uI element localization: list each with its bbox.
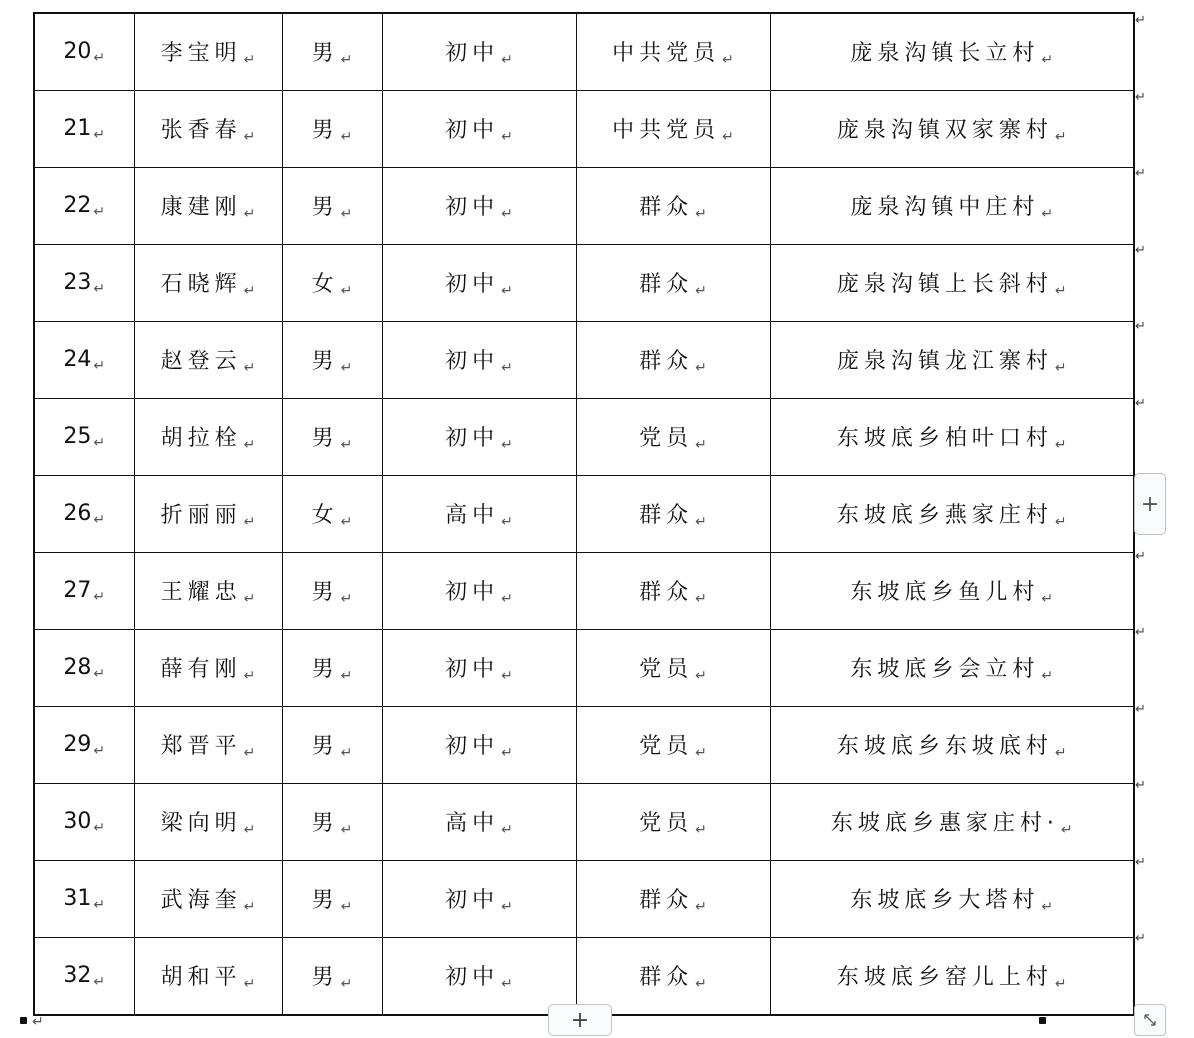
paragraph-mark: ↵ xyxy=(340,129,353,145)
cell-name[interactable] xyxy=(134,399,282,476)
cell-address[interactable] xyxy=(770,168,1134,245)
cell-text: 庞泉沟镇双家寨村 xyxy=(836,118,1053,143)
cell-no[interactable] xyxy=(34,938,134,1016)
cell-name[interactable] xyxy=(134,168,282,245)
cell-no[interactable] xyxy=(34,784,134,861)
cell-address[interactable] xyxy=(770,553,1134,630)
paragraph-mark: ↵ xyxy=(1041,206,1054,222)
paragraph-mark: ↵ xyxy=(501,822,513,838)
cell-text: 群众 xyxy=(639,503,694,528)
cell-text: 初中 xyxy=(445,41,500,66)
table-row xyxy=(34,707,1134,784)
paragraph-mark: ↵ xyxy=(501,52,513,68)
table-row xyxy=(34,13,1134,91)
cell-education[interactable] xyxy=(382,13,576,91)
cell-politics[interactable] xyxy=(576,630,770,707)
cell-text: 中共党员 xyxy=(612,118,721,143)
cell-education[interactable] xyxy=(382,245,576,322)
paragraph-mark: ↵ xyxy=(93,588,106,605)
paragraph-mark: ↵ xyxy=(1060,822,1073,838)
paragraph-mark: ↵ xyxy=(501,514,513,530)
cell-text: 郑晋平 xyxy=(160,734,242,759)
paragraph-mark: ↵ xyxy=(695,899,707,915)
cell-education[interactable] xyxy=(382,476,576,553)
cell-text: 21 xyxy=(63,115,92,141)
cell-no[interactable] xyxy=(34,168,134,245)
cell-address[interactable] xyxy=(770,630,1134,707)
paragraph-mark: ↵ xyxy=(1054,283,1067,299)
add-column-button[interactable]: + xyxy=(1134,473,1166,535)
paragraph-mark: ↵ xyxy=(93,126,106,143)
paragraph-mark: ↵ xyxy=(340,822,353,838)
paragraph-mark: ↵ xyxy=(340,591,353,607)
row-end-mark: ↵ xyxy=(1135,89,1146,105)
cell-text: 东坡底乡柏叶口村 xyxy=(836,426,1053,451)
table-resize-handle[interactable] xyxy=(1134,1004,1166,1036)
cell-text: 东坡底乡东坡底村 xyxy=(836,734,1053,759)
table-row xyxy=(34,630,1134,707)
row-end-mark: ↵ xyxy=(1135,242,1146,258)
cell-text: 群众 xyxy=(639,349,694,374)
paragraph-mark: ↵ xyxy=(243,129,256,145)
cell-gender[interactable] xyxy=(282,399,382,476)
row-end-mark: ↵ xyxy=(1135,701,1146,717)
cell-no[interactable] xyxy=(34,476,134,553)
cell-text: 22 xyxy=(63,192,92,218)
cell-text: 李宝明 xyxy=(160,41,242,66)
cell-text: 高中 xyxy=(445,503,500,528)
cell-text: 群众 xyxy=(639,195,694,220)
cell-education[interactable] xyxy=(382,322,576,399)
cell-no[interactable] xyxy=(34,861,134,938)
paragraph-mark: ↵ xyxy=(1041,591,1054,607)
paragraph-mark: ↵ xyxy=(340,514,353,530)
cell-text: 初中 xyxy=(445,426,500,451)
paragraph-mark: ↵ xyxy=(243,514,256,530)
cell-gender[interactable] xyxy=(282,168,382,245)
cell-education[interactable] xyxy=(382,784,576,861)
paragraph-mark: ↵ xyxy=(1041,52,1054,68)
cell-address[interactable] xyxy=(770,861,1134,938)
cell-text: 32 xyxy=(63,962,92,988)
cell-no[interactable] xyxy=(34,630,134,707)
paragraph-mark: ↵ xyxy=(93,49,106,66)
cell-text: 初中 xyxy=(445,272,500,297)
cell-gender[interactable] xyxy=(282,630,382,707)
cell-text: 女 xyxy=(311,272,339,297)
cell-text: 折丽丽 xyxy=(160,503,242,528)
paragraph-mark: ↵ xyxy=(340,52,353,68)
paragraph-mark: ↵ xyxy=(243,206,256,222)
paragraph-mark: ↵ xyxy=(501,283,513,299)
table-row xyxy=(34,168,1134,245)
table-row xyxy=(34,399,1134,476)
row-end-mark: ↵ xyxy=(1135,548,1146,564)
cell-name[interactable] xyxy=(134,13,282,91)
table-row xyxy=(34,91,1134,168)
cell-text: 党员 xyxy=(639,734,694,759)
cell-address[interactable] xyxy=(770,91,1134,168)
cell-address[interactable] xyxy=(770,322,1134,399)
cell-name[interactable] xyxy=(134,91,282,168)
cell-text: 男 xyxy=(311,426,339,451)
cell-text: 30 xyxy=(63,808,92,834)
cell-no[interactable] xyxy=(34,91,134,168)
cell-gender[interactable] xyxy=(282,13,382,91)
cell-name[interactable] xyxy=(134,476,282,553)
cell-text: 石晓辉 xyxy=(160,272,242,297)
paragraph-mark: ↵ xyxy=(243,437,256,453)
cell-address[interactable] xyxy=(770,399,1134,476)
table-row xyxy=(34,784,1134,861)
paragraph-mark: ↵ xyxy=(340,206,353,222)
cell-text: 男 xyxy=(311,657,339,682)
paragraph-mark: ↵ xyxy=(501,437,513,453)
cell-text: 党员 xyxy=(639,811,694,836)
cell-text: 东坡底乡惠家庄村· xyxy=(830,811,1059,836)
cell-text: 胡和平 xyxy=(160,965,242,990)
member-table xyxy=(33,12,1135,1016)
row-end-mark: ↵ xyxy=(1135,778,1146,793)
cell-text: 初中 xyxy=(445,888,500,913)
cell-text: 男 xyxy=(311,195,339,220)
cell-text: 群众 xyxy=(639,580,694,605)
cell-text: 男 xyxy=(311,811,339,836)
paragraph-mark: ↵ xyxy=(243,668,256,684)
cell-address[interactable] xyxy=(770,13,1134,91)
row-end-mark: ↵ xyxy=(1135,13,1146,28)
table-row xyxy=(34,322,1134,399)
cell-name[interactable] xyxy=(134,322,282,399)
cell-gender[interactable] xyxy=(282,707,382,784)
cell-politics[interactable] xyxy=(576,784,770,861)
cell-no[interactable] xyxy=(34,322,134,399)
cell-text: 男 xyxy=(311,118,339,143)
cell-text: 党员 xyxy=(639,426,694,451)
paragraph-mark: ↵ xyxy=(501,668,513,684)
cell-text: 东坡底乡会立村 xyxy=(850,657,1040,682)
paragraph-mark: ↵ xyxy=(1054,437,1067,453)
cell-address[interactable] xyxy=(770,245,1134,322)
cell-name[interactable] xyxy=(134,245,282,322)
cell-text: 张香春 xyxy=(160,118,242,143)
paragraph-mark: ↵ xyxy=(93,357,106,374)
paragraph-mark: ↵ xyxy=(695,206,707,222)
cell-gender[interactable] xyxy=(282,245,382,322)
cell-no[interactable] xyxy=(34,245,134,322)
paragraph-mark: ↵ xyxy=(1054,976,1067,992)
cell-text: 31 xyxy=(63,885,92,911)
cell-politics[interactable] xyxy=(576,707,770,784)
cell-address[interactable] xyxy=(770,476,1134,553)
cell-text: 初中 xyxy=(445,195,500,220)
row-end-mark: ↵ xyxy=(1135,166,1146,181)
cell-text: 中共党员 xyxy=(612,41,721,66)
cell-text: 武海奎 xyxy=(160,888,242,913)
cell-text: 高中 xyxy=(445,811,500,836)
paragraph-mark: ↵ xyxy=(93,896,106,913)
paragraph-mark: ↵ xyxy=(695,437,707,453)
paragraph-mark: ↵ xyxy=(695,976,707,992)
cell-address[interactable] xyxy=(770,707,1134,784)
cell-politics[interactable] xyxy=(576,91,770,168)
cell-text: 东坡底乡大塔村 xyxy=(850,888,1040,913)
table-row xyxy=(34,245,1134,322)
cell-text: 东坡底乡窑儿上村 xyxy=(836,965,1053,990)
table-anchor-marker xyxy=(20,1017,27,1024)
cell-education[interactable] xyxy=(382,630,576,707)
paragraph-mark: ↵ xyxy=(695,283,707,299)
cell-text: 初中 xyxy=(445,734,500,759)
paragraph-mark: ↵ xyxy=(340,899,353,915)
cell-text: 男 xyxy=(311,734,339,759)
cell-politics[interactable] xyxy=(576,13,770,91)
cell-text: 23 xyxy=(63,269,92,295)
table-end-marker xyxy=(1039,1017,1046,1024)
paragraph-mark: ↵ xyxy=(243,283,256,299)
row-end-mark: ↵ xyxy=(1135,625,1146,640)
paragraph-mark: ↵ xyxy=(695,745,707,761)
cell-text: 男 xyxy=(311,888,339,913)
cell-no[interactable] xyxy=(34,707,134,784)
cell-name[interactable] xyxy=(134,784,282,861)
paragraph-mark: ↵ xyxy=(501,591,513,607)
cell-gender[interactable] xyxy=(282,938,382,1016)
cell-text: 28 xyxy=(63,654,92,680)
cell-name[interactable] xyxy=(134,707,282,784)
paragraph-mark: ↵ xyxy=(340,668,353,684)
cell-text: 党员 xyxy=(639,657,694,682)
paragraph-mark: ↵ xyxy=(340,745,353,761)
paragraph-mark: ↵ xyxy=(243,360,256,376)
cell-education[interactable] xyxy=(382,168,576,245)
cell-name[interactable] xyxy=(134,938,282,1016)
paragraph-mark: ↵ xyxy=(1054,129,1067,145)
paragraph-mark: ↵ xyxy=(93,742,106,759)
paragraph-mark: ↵ xyxy=(93,280,106,297)
paragraph-mark: ↵ xyxy=(243,822,256,838)
cell-name[interactable] xyxy=(134,630,282,707)
paragraph-mark: ↵ xyxy=(695,514,707,530)
paragraph-mark: ↵ xyxy=(695,591,707,607)
cell-politics[interactable] xyxy=(576,245,770,322)
paragraph-mark: ↵ xyxy=(340,976,353,992)
cell-text: 康建刚 xyxy=(160,195,242,220)
paragraph-mark: ↵ xyxy=(93,819,106,836)
cell-gender[interactable] xyxy=(282,861,382,938)
cell-text: 男 xyxy=(311,580,339,605)
paragraph-mark: ↵ xyxy=(1054,514,1067,530)
paragraph-mark: ↵ xyxy=(340,283,353,299)
cell-text: 男 xyxy=(311,965,339,990)
cell-text: 女 xyxy=(311,503,339,528)
cell-text: 群众 xyxy=(639,965,694,990)
paragraph-mark: ↵ xyxy=(695,822,707,838)
cell-text: 27 xyxy=(63,577,92,603)
paragraph-mark: ↵ xyxy=(695,668,707,684)
cell-address[interactable] xyxy=(770,784,1134,861)
add-row-button[interactable]: + xyxy=(548,1004,612,1036)
paragraph-mark: ↵ xyxy=(501,976,513,992)
paragraph-mark: ↵ xyxy=(1054,745,1067,761)
cell-gender[interactable] xyxy=(282,91,382,168)
table-row xyxy=(34,861,1134,938)
paragraph-mark: ↵ xyxy=(1054,360,1067,376)
paragraph-mark: ↵ xyxy=(93,203,106,220)
cell-text: 男 xyxy=(311,41,339,66)
cell-text: 薛有刚 xyxy=(160,657,242,682)
cell-text: 梁向明 xyxy=(160,811,242,836)
cell-education[interactable] xyxy=(382,707,576,784)
paragraph-mark: ↵ xyxy=(243,52,256,68)
cell-address[interactable] xyxy=(770,938,1134,1016)
paragraph-mark: ↵ xyxy=(1041,668,1054,684)
paragraph-mark: ↵ xyxy=(501,745,513,761)
cell-text: 初中 xyxy=(445,580,500,605)
cell-text: 26 xyxy=(63,500,92,526)
cell-name[interactable] xyxy=(134,553,282,630)
paragraph-mark: ↵ xyxy=(501,206,513,222)
paragraph-mark: ↵ xyxy=(501,360,513,376)
paragraph-mark: ↵ xyxy=(32,1014,44,1030)
cell-text: 胡拉栓 xyxy=(160,426,242,451)
cell-no[interactable] xyxy=(34,13,134,91)
cell-no[interactable] xyxy=(34,553,134,630)
cell-education[interactable] xyxy=(382,553,576,630)
cell-politics[interactable] xyxy=(576,322,770,399)
cell-politics[interactable] xyxy=(576,861,770,938)
cell-text: 24 xyxy=(63,346,92,372)
paragraph-mark: ↵ xyxy=(243,591,256,607)
cell-education[interactable] xyxy=(382,399,576,476)
cell-text: 东坡底乡鱼儿村 xyxy=(850,580,1040,605)
paragraph-mark: ↵ xyxy=(93,511,106,528)
cell-no[interactable] xyxy=(34,399,134,476)
paragraph-mark: ↵ xyxy=(243,976,256,992)
table-row xyxy=(34,476,1134,553)
paragraph-mark: ↵ xyxy=(93,434,106,451)
cell-text: 初中 xyxy=(445,965,500,990)
cell-text: 20 xyxy=(63,38,92,64)
cell-text: 男 xyxy=(311,349,339,374)
cell-text: 东坡底乡燕家庄村 xyxy=(836,503,1053,528)
paragraph-mark: ↵ xyxy=(243,899,256,915)
paragraph-mark: ↵ xyxy=(340,437,353,453)
cell-text: 群众 xyxy=(639,888,694,913)
row-end-mark: ↵ xyxy=(1135,931,1146,946)
cell-text: 群众 xyxy=(639,272,694,297)
paragraph-mark: ↵ xyxy=(501,129,513,145)
paragraph-mark: ↵ xyxy=(722,52,734,68)
paragraph-mark: ↵ xyxy=(722,129,734,145)
cell-education[interactable] xyxy=(382,938,576,1016)
cell-text: 初中 xyxy=(445,657,500,682)
row-end-mark: ↵ xyxy=(1135,854,1146,870)
cell-text: 初中 xyxy=(445,349,500,374)
paragraph-mark: ↵ xyxy=(93,665,106,682)
cell-name[interactable] xyxy=(134,861,282,938)
cell-education[interactable] xyxy=(382,91,576,168)
cell-text: 25 xyxy=(63,423,92,449)
cell-text: 初中 xyxy=(445,118,500,143)
cell-gender[interactable] xyxy=(282,553,382,630)
cell-text: 29 xyxy=(63,731,92,757)
resize-diagonal-icon xyxy=(1142,1012,1158,1028)
paragraph-mark: ↵ xyxy=(1041,899,1054,915)
paragraph-mark: ↵ xyxy=(243,745,256,761)
row-end-mark: ↵ xyxy=(1135,395,1146,411)
cell-text: 王耀忠 xyxy=(160,580,242,605)
cell-text: 庞泉沟镇中庄村 xyxy=(850,195,1040,220)
cell-gender[interactable] xyxy=(282,322,382,399)
cell-text: 庞泉沟镇长立村 xyxy=(850,41,1040,66)
cell-gender[interactable] xyxy=(282,476,382,553)
paragraph-mark: ↵ xyxy=(93,973,106,990)
cell-gender[interactable] xyxy=(282,784,382,861)
row-end-mark: ↵ xyxy=(1135,319,1146,334)
paragraph-mark: ↵ xyxy=(340,360,353,376)
cell-politics[interactable] xyxy=(576,553,770,630)
cell-text: 赵登云 xyxy=(160,349,242,374)
table-row xyxy=(34,553,1134,630)
cell-text: 庞泉沟镇龙江寨村 xyxy=(836,349,1053,374)
paragraph-mark: ↵ xyxy=(695,360,707,376)
paragraph-mark: ↵ xyxy=(501,899,513,915)
cell-politics[interactable] xyxy=(576,168,770,245)
cell-politics[interactable] xyxy=(576,399,770,476)
table-body xyxy=(34,13,1134,1015)
cell-education[interactable] xyxy=(382,861,576,938)
cell-text: 庞泉沟镇上长斜村 xyxy=(836,272,1053,297)
cell-politics[interactable] xyxy=(576,476,770,553)
